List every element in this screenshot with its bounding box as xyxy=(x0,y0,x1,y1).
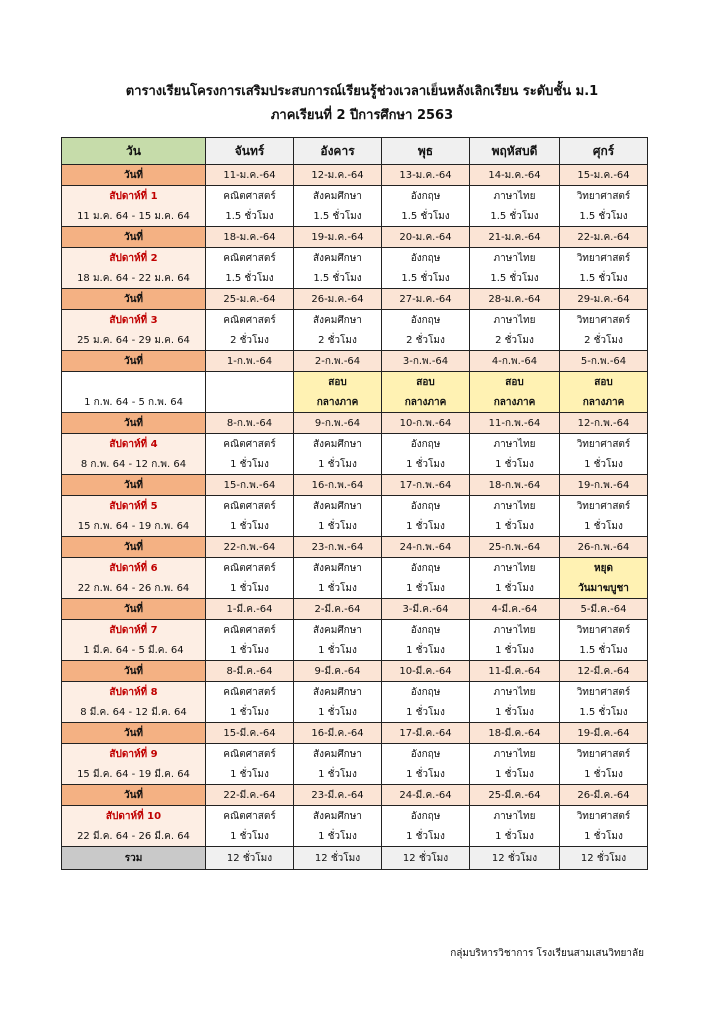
empty-cell xyxy=(206,372,294,393)
date-cell: 19-ก.พ.-64 xyxy=(560,475,648,496)
date-label: วันที่ xyxy=(62,351,206,372)
subject-cell: คณิตศาสตร์ xyxy=(206,434,294,455)
subject-cell: อังกฤษ xyxy=(382,744,470,765)
date-cell: 21-ม.ค.-64 xyxy=(470,227,560,248)
subject-cell: วิทยาศาสตร์ xyxy=(560,744,648,765)
hours-cell: 1.5 ชั่วโมง xyxy=(560,640,648,661)
subject-cell: อังกฤษ xyxy=(382,558,470,579)
hours-cell: 1.5 ชั่วโมง xyxy=(470,268,560,289)
date-label: วันที่ xyxy=(62,289,206,310)
subject-cell: ภาษาไทย xyxy=(470,806,560,827)
date-cell: 23-ก.พ.-64 xyxy=(294,537,382,558)
date-label: วันที่ xyxy=(62,227,206,248)
subject-cell: คณิตศาสตร์ xyxy=(206,744,294,765)
hours-cell: 1.5 ชั่วโมง xyxy=(560,206,648,227)
subject-cell: สังคมศึกษา xyxy=(294,682,382,703)
date-cell: 25-ม.ค.-64 xyxy=(206,289,294,310)
subject-cell: สังคมศึกษา xyxy=(294,434,382,455)
week-range: 18 ม.ค. 64 - 22 ม.ค. 64 xyxy=(62,268,206,289)
date-cell: 24-ก.พ.-64 xyxy=(382,537,470,558)
hours-row xyxy=(62,330,648,351)
hours-cell: 1 ชั่วโมง xyxy=(470,640,560,661)
date-label: วันที่ xyxy=(62,413,206,434)
subject-row xyxy=(62,248,648,269)
subject-row xyxy=(62,186,648,207)
hours-cell: 1 ชั่วโมง xyxy=(206,578,294,599)
subject-cell: ภาษาไทย xyxy=(470,744,560,765)
date-cell: 12-ม.ค.-64 xyxy=(294,165,382,186)
header-friday: ศุกร์ xyxy=(560,138,648,165)
document-subtitle: ภาคเรียนที่ 2 ปีการศึกษา 2563 xyxy=(270,108,454,123)
date-cell: 22-ม.ค.-64 xyxy=(560,227,648,248)
subject-cell: คณิตศาสตร์ xyxy=(206,806,294,827)
hours-cell: 1.5 ชั่วโมง xyxy=(294,206,382,227)
hours-cell: 2 ชั่วโมง xyxy=(470,330,560,351)
date-label: วันที่ xyxy=(62,723,206,744)
week-label: สัปดาห์ที่ 2 xyxy=(62,248,206,269)
hours-row xyxy=(62,702,648,723)
date-row xyxy=(62,723,648,744)
hours-cell: 1 ชั่วโมง xyxy=(294,640,382,661)
date-cell: 16-มี.ค.-64 xyxy=(294,723,382,744)
hours-cell: 1 ชั่วโมง xyxy=(294,764,382,785)
subject-row xyxy=(62,310,648,331)
exam-cell: กลางภาค xyxy=(382,392,470,413)
week-range: 22 มี.ค. 64 - 26 มี.ค. 64 xyxy=(62,826,206,847)
exam-cell: กลางภาค xyxy=(470,392,560,413)
date-cell: 25-ก.พ.-64 xyxy=(470,537,560,558)
hours-cell: 1.5 ชั่วโมง xyxy=(382,268,470,289)
hours-cell: 2 ชั่วโมง xyxy=(560,330,648,351)
date-cell: 26-ก.พ.-64 xyxy=(560,537,648,558)
date-cell: 10-ก.พ.-64 xyxy=(382,413,470,434)
total-cell: 12 ชั่วโมง xyxy=(560,847,648,870)
week-range: 15 ก.พ. 64 - 19 ก.พ. 64 xyxy=(62,516,206,537)
week-label: สัปดาห์ที่ 7 xyxy=(62,620,206,641)
subject-cell: วิทยาศาสตร์ xyxy=(560,310,648,331)
date-cell: 16-ก.พ.-64 xyxy=(294,475,382,496)
hours-cell: 1 ชั่วโมง xyxy=(560,516,648,537)
date-cell: 12-มี.ค.-64 xyxy=(560,661,648,682)
subject-cell: สังคมศึกษา xyxy=(294,558,382,579)
hours-cell: 1 ชั่วโมง xyxy=(382,826,470,847)
subject-cell: วิทยาศาสตร์ xyxy=(560,496,648,517)
hours-cell: 1 ชั่วโมง xyxy=(470,702,560,723)
hours-cell: 1 ชั่วโมง xyxy=(206,826,294,847)
subject-cell: ภาษาไทย xyxy=(470,620,560,641)
hours-cell: 1 ชั่วโมง xyxy=(560,454,648,475)
hours-cell: 1 ชั่วโมง xyxy=(470,578,560,599)
holiday-cell: วันมาฆบูชา xyxy=(560,578,648,599)
hours-row xyxy=(62,516,648,537)
hours-cell: 1 ชั่วโมง xyxy=(470,454,560,475)
hours-cell: 1 ชั่วโมง xyxy=(382,578,470,599)
date-cell: 11-ม.ค.-64 xyxy=(206,165,294,186)
subject-cell: คณิตศาสตร์ xyxy=(206,682,294,703)
week-label: สัปดาห์ที่ 6 xyxy=(62,558,206,579)
subject-cell: สังคมศึกษา xyxy=(294,310,382,331)
subject-row xyxy=(62,744,648,765)
date-cell: 24-มี.ค.-64 xyxy=(382,785,470,806)
hours-row xyxy=(62,640,648,661)
exam-row xyxy=(62,392,648,413)
date-row xyxy=(62,475,648,496)
date-cell: 11-ก.พ.-64 xyxy=(470,413,560,434)
hours-cell: 1 ชั่วโมง xyxy=(382,516,470,537)
document-title: ตารางเรียนโครงการเสริมประสบการณ์เรียนรู้ช่วงเวลาเย็นหลังเลิกเรียน ระดับชั้น ม.1 xyxy=(125,84,599,99)
week-range: 1 มี.ค. 64 - 5 มี.ค. 64 xyxy=(62,640,206,661)
hours-cell: 1 ชั่วโมง xyxy=(206,516,294,537)
subject-cell: ภาษาไทย xyxy=(470,186,560,207)
hours-cell: 2 ชั่วโมง xyxy=(382,330,470,351)
date-cell: 5-มี.ค.-64 xyxy=(560,599,648,620)
date-cell: 3-มี.ค.-64 xyxy=(382,599,470,620)
week-range: 11 ม.ค. 64 - 15 ม.ค. 64 xyxy=(62,206,206,227)
date-label: วันที่ xyxy=(62,599,206,620)
date-cell: 3-ก.พ.-64 xyxy=(382,351,470,372)
hours-row xyxy=(62,268,648,289)
date-label: วันที่ xyxy=(62,661,206,682)
subject-cell: คณิตศาสตร์ xyxy=(206,558,294,579)
date-cell: 22-ก.พ.-64 xyxy=(206,537,294,558)
subject-cell: ภาษาไทย xyxy=(470,434,560,455)
date-cell: 20-ม.ค.-64 xyxy=(382,227,470,248)
header-day: วัน xyxy=(62,138,206,165)
week-range: 8 ก.พ. 64 - 12 ก.พ. 64 xyxy=(62,454,206,475)
exam-row xyxy=(62,372,648,393)
exam-cell: สอบ xyxy=(560,372,648,393)
subject-cell: วิทยาศาสตร์ xyxy=(560,620,648,641)
week-range: 25 ม.ค. 64 - 29 ม.ค. 64 xyxy=(62,330,206,351)
total-cell: 12 ชั่วโมง xyxy=(382,847,470,870)
week-range: 1 ก.พ. 64 - 5 ก.พ. 64 xyxy=(62,392,206,413)
subject-cell: สังคมศึกษา xyxy=(294,620,382,641)
subject-cell: สังคมศึกษา xyxy=(294,744,382,765)
subject-cell: วิทยาศาสตร์ xyxy=(560,248,648,269)
header-wednesday: พุธ xyxy=(382,138,470,165)
subject-cell: คณิตศาสตร์ xyxy=(206,310,294,331)
week-range: 15 มี.ค. 64 - 19 มี.ค. 64 xyxy=(62,764,206,785)
hours-cell: 1.5 ชั่วโมง xyxy=(560,268,648,289)
hours-cell: 1 ชั่วโมง xyxy=(382,454,470,475)
subject-cell: อังกฤษ xyxy=(382,310,470,331)
subject-cell: ภาษาไทย xyxy=(470,310,560,331)
total-cell: 12 ชั่วโมง xyxy=(470,847,560,870)
date-row xyxy=(62,785,648,806)
date-cell: 2-ก.พ.-64 xyxy=(294,351,382,372)
hours-cell: 1 ชั่วโมง xyxy=(294,702,382,723)
hours-cell: 1 ชั่วโมง xyxy=(470,516,560,537)
total-row xyxy=(62,847,648,870)
date-cell: 27-ม.ค.-64 xyxy=(382,289,470,310)
date-cell: 10-มี.ค.-64 xyxy=(382,661,470,682)
date-label: วันที่ xyxy=(62,785,206,806)
hours-cell: 1 ชั่วโมง xyxy=(206,640,294,661)
date-cell: 15-มี.ค.-64 xyxy=(206,723,294,744)
date-cell: 5-ก.พ.-64 xyxy=(560,351,648,372)
date-cell: 1-ก.พ.-64 xyxy=(206,351,294,372)
hours-cell: 1.5 ชั่วโมง xyxy=(382,206,470,227)
exam-cell: สอบ xyxy=(470,372,560,393)
date-cell: 15-ม.ค.-64 xyxy=(560,165,648,186)
date-row xyxy=(62,165,648,186)
date-cell: 22-มี.ค.-64 xyxy=(206,785,294,806)
header-tuesday: อังคาร xyxy=(294,138,382,165)
subject-cell: คณิตศาสตร์ xyxy=(206,248,294,269)
total-label: รวม xyxy=(62,847,206,870)
subject-row xyxy=(62,558,648,579)
date-cell: 8-ก.พ.-64 xyxy=(206,413,294,434)
hours-cell: 1.5 ชั่วโมง xyxy=(206,206,294,227)
hours-cell: 1 ชั่วโมง xyxy=(206,702,294,723)
exam-cell: กลางภาค xyxy=(560,392,648,413)
date-label: วันที่ xyxy=(62,165,206,186)
hours-cell: 1.5 ชั่วโมง xyxy=(470,206,560,227)
subject-cell: ภาษาไทย xyxy=(470,558,560,579)
header-monday: จันทร์ xyxy=(206,138,294,165)
subject-cell: สังคมศึกษา xyxy=(294,496,382,517)
subject-cell: อังกฤษ xyxy=(382,496,470,517)
date-label: วันที่ xyxy=(62,475,206,496)
total-cell: 12 ชั่วโมง xyxy=(294,847,382,870)
week-label-empty xyxy=(62,372,206,393)
subject-cell: อังกฤษ xyxy=(382,434,470,455)
hours-cell: 1 ชั่วโมง xyxy=(206,764,294,785)
date-cell: 9-มี.ค.-64 xyxy=(294,661,382,682)
exam-cell: สอบ xyxy=(382,372,470,393)
week-label: สัปดาห์ที่ 9 xyxy=(62,744,206,765)
subject-cell: สังคมศึกษา xyxy=(294,186,382,207)
date-label: วันที่ xyxy=(62,537,206,558)
hours-cell: 1 ชั่วโมง xyxy=(382,640,470,661)
date-row xyxy=(62,413,648,434)
date-cell: 2-มี.ค.-64 xyxy=(294,599,382,620)
hours-row xyxy=(62,454,648,475)
subject-cell: อังกฤษ xyxy=(382,186,470,207)
hours-cell: 1 ชั่วโมง xyxy=(294,826,382,847)
header-row xyxy=(62,138,648,165)
week-label: สัปดาห์ที่ 8 xyxy=(62,682,206,703)
date-cell: 19-ม.ค.-64 xyxy=(294,227,382,248)
date-cell: 12-ก.พ.-64 xyxy=(560,413,648,434)
date-row xyxy=(62,537,648,558)
date-cell: 29-ม.ค.-64 xyxy=(560,289,648,310)
week-label: สัปดาห์ที่ 1 xyxy=(62,186,206,207)
holiday-cell: หยุด xyxy=(560,558,648,579)
hours-cell: 1 ชั่วโมง xyxy=(560,764,648,785)
header-thursday: พฤหัสบดี xyxy=(470,138,560,165)
date-cell: 17-มี.ค.-64 xyxy=(382,723,470,744)
subject-row xyxy=(62,434,648,455)
hours-cell: 1 ชั่วโมง xyxy=(382,702,470,723)
date-cell: 26-ม.ค.-64 xyxy=(294,289,382,310)
total-cell: 12 ชั่วโมง xyxy=(206,847,294,870)
subject-cell: คณิตศาสตร์ xyxy=(206,186,294,207)
week-label: สัปดาห์ที่ 3 xyxy=(62,310,206,331)
subject-cell: ภาษาไทย xyxy=(470,496,560,517)
date-cell: 13-ม.ค.-64 xyxy=(382,165,470,186)
hours-row xyxy=(62,764,648,785)
hours-cell: 1 ชั่วโมง xyxy=(470,764,560,785)
hours-cell: 1 ชั่วโมง xyxy=(294,516,382,537)
subject-row xyxy=(62,682,648,703)
date-row xyxy=(62,227,648,248)
subject-cell: วิทยาศาสตร์ xyxy=(560,806,648,827)
week-label: สัปดาห์ที่ 4 xyxy=(62,434,206,455)
empty-cell xyxy=(206,392,294,413)
hours-cell: 1 ชั่วโมง xyxy=(382,764,470,785)
date-cell: 18-มี.ค.-64 xyxy=(470,723,560,744)
schedule-table xyxy=(61,137,648,870)
subject-cell: อังกฤษ xyxy=(382,682,470,703)
hours-cell: 1 ชั่วโมง xyxy=(206,454,294,475)
hours-cell: 2 ชั่วโมง xyxy=(294,330,382,351)
date-cell: 17-ก.พ.-64 xyxy=(382,475,470,496)
hours-row xyxy=(62,826,648,847)
date-row xyxy=(62,289,648,310)
date-cell: 19-มี.ค.-64 xyxy=(560,723,648,744)
subject-row xyxy=(62,806,648,827)
date-cell: 14-ม.ค.-64 xyxy=(470,165,560,186)
date-cell: 28-ม.ค.-64 xyxy=(470,289,560,310)
week-range: 8 มี.ค. 64 - 12 มี.ค. 64 xyxy=(62,702,206,723)
hours-row xyxy=(62,578,648,599)
hours-cell: 2 ชั่วโมง xyxy=(206,330,294,351)
date-cell: 1-มี.ค.-64 xyxy=(206,599,294,620)
date-row xyxy=(62,351,648,372)
exam-cell: สอบ xyxy=(294,372,382,393)
subject-cell: อังกฤษ xyxy=(382,806,470,827)
subject-cell: คณิตศาสตร์ xyxy=(206,496,294,517)
date-cell: 11-มี.ค.-64 xyxy=(470,661,560,682)
hours-cell: 1.5 ชั่วโมง xyxy=(560,702,648,723)
hours-cell: 1 ชั่วโมง xyxy=(294,454,382,475)
hours-cell: 1 ชั่วโมง xyxy=(470,826,560,847)
date-cell: 18-ก.พ.-64 xyxy=(470,475,560,496)
date-cell: 23-มี.ค.-64 xyxy=(294,785,382,806)
date-cell: 4-มี.ค.-64 xyxy=(470,599,560,620)
subject-cell: ภาษาไทย xyxy=(470,248,560,269)
subject-row xyxy=(62,620,648,641)
date-cell: 8-มี.ค.-64 xyxy=(206,661,294,682)
subject-cell: สังคมศึกษา xyxy=(294,248,382,269)
week-label: สัปดาห์ที่ 10 xyxy=(62,806,206,827)
hours-cell: 1.5 ชั่วโมง xyxy=(294,268,382,289)
subject-row xyxy=(62,496,648,517)
date-row xyxy=(62,661,648,682)
date-cell: 15-ก.พ.-64 xyxy=(206,475,294,496)
week-range: 22 ก.พ. 64 - 26 ก.พ. 64 xyxy=(62,578,206,599)
date-cell: 25-มี.ค.-64 xyxy=(470,785,560,806)
week-label: สัปดาห์ที่ 5 xyxy=(62,496,206,517)
subject-cell: วิทยาศาสตร์ xyxy=(560,186,648,207)
date-cell: 18-ม.ค.-64 xyxy=(206,227,294,248)
hours-cell: 1.5 ชั่วโมง xyxy=(206,268,294,289)
subject-cell: คณิตศาสตร์ xyxy=(206,620,294,641)
hours-cell: 1 ชั่วโมง xyxy=(560,826,648,847)
date-cell: 4-ก.พ.-64 xyxy=(470,351,560,372)
subject-cell: อังกฤษ xyxy=(382,248,470,269)
hours-cell: 1 ชั่วโมง xyxy=(294,578,382,599)
date-row xyxy=(62,599,648,620)
subject-cell: อังกฤษ xyxy=(382,620,470,641)
subject-cell: วิทยาศาสตร์ xyxy=(560,682,648,703)
subject-cell: ภาษาไทย xyxy=(470,682,560,703)
hours-row xyxy=(62,206,648,227)
date-cell: 26-มี.ค.-64 xyxy=(560,785,648,806)
subject-cell: สังคมศึกษา xyxy=(294,806,382,827)
exam-cell: กลางภาค xyxy=(294,392,382,413)
footer-text: กลุ่มบริหารวิชาการ โรงเรียนสามเสนวิทยาลัย xyxy=(450,948,644,959)
date-cell: 9-ก.พ.-64 xyxy=(294,413,382,434)
subject-cell: วิทยาศาสตร์ xyxy=(560,434,648,455)
